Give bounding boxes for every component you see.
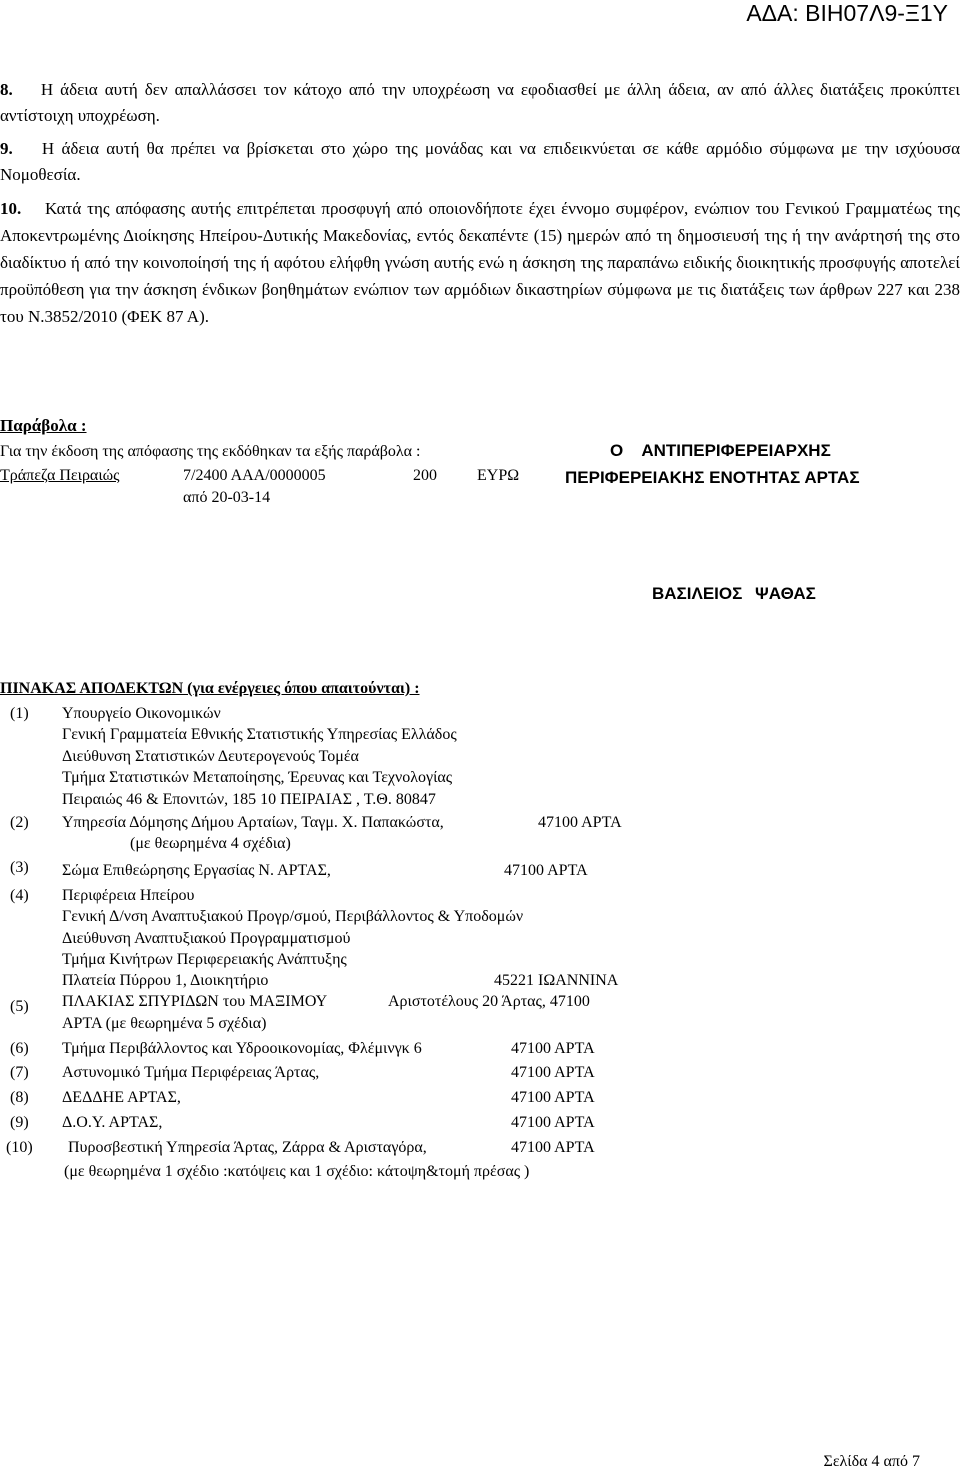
paragraph-8 bbox=[0, 77, 960, 129]
recipient-number: (8) bbox=[10, 1089, 29, 1106]
recipient-number: (5) bbox=[10, 998, 29, 1015]
recipient-line: (με θεωρημένα 1 σχέδιο :κατόψεις και 1 σχέδιο: κάτοψη&τομή πρέσας ) bbox=[64, 1163, 530, 1180]
recipient-number: (1) bbox=[10, 705, 29, 722]
recipient-line: Πειραιώς 46 & Επονιτών, 185 10 ΠΕΙΡΑΙΑΣ , Τ.Θ. 80847 bbox=[62, 791, 436, 808]
paragraph-text: Η άδεια αυτή θα πρέπει να βρίσκεται στο χώρο της μονάδας και να επιδεικνύεται σε κάθε αρμόδιο σύμφωνα με την ισχύουσα Νομοθεσία. bbox=[0, 139, 960, 184]
recipient-line: Υπηρεσία Δόμησης Δήμου Αρταίων, Ταγμ. Χ. Παπακώστα, bbox=[62, 814, 444, 831]
paragraph-number: 10. bbox=[0, 199, 22, 218]
recipient-city: 47100 ΑΡΤΑ bbox=[511, 1064, 595, 1081]
recipient-city: 45221 ΙΩΑΝΝΙΝΑ bbox=[494, 972, 619, 989]
recipient-line: Πυροσβεστική Υπηρεσία Άρτας, Ζάρρα & Αρισταγόρα, bbox=[68, 1139, 427, 1156]
recipient-number: (6) bbox=[10, 1040, 29, 1057]
recipients-heading: ΠΙΝΑΚΑΣ ΑΠΟΔΕΚΤΩΝ (για ενέργειες όπου απαιτούνται) : bbox=[0, 680, 420, 697]
fees-bank: Τράπεζα Πειραιώς bbox=[0, 467, 120, 484]
recipient-line: Γενική Δ/νση Αναπτυξιακού Προγρ/σμού, Περιβάλλοντος & Υποδομών bbox=[62, 908, 524, 925]
recipient-line: Σώμα Επιθεώρησης Εργασίας Ν. ΑΡΤΑΣ, bbox=[62, 862, 331, 879]
recipient-line: Τμήμα Στατιστικών Μεταποίησης, Έρευνας και Τεχνολογίας bbox=[62, 769, 453, 786]
fees-currency: ΕΥΡΩ bbox=[477, 467, 520, 484]
signature-title-line1: Ο ΑΝΤΙΠΕΡΙΦΕΡΕΙΑΡΧΗΣ bbox=[610, 441, 831, 460]
recipient-number: (10) bbox=[6, 1139, 33, 1156]
recipient-city: 47100 ΑΡΤΑ bbox=[511, 1114, 595, 1131]
recipient-line: Αστυνομικό Τμήμα Περιφέρειας Άρτας, bbox=[62, 1064, 320, 1081]
recipient-city: 47100 ΑΡΤΑ bbox=[511, 1139, 595, 1156]
recipient-line: (με θεωρημένα 4 σχέδια) bbox=[130, 835, 291, 852]
fees-date: από 20-03-14 bbox=[183, 489, 271, 506]
paragraph-9 bbox=[0, 136, 960, 188]
recipient-line: Πλατεία Πύρρου 1, Διοικητήριο bbox=[62, 972, 269, 989]
signature-title-line2: ΠΕΡΙΦΕΡΕΙΑΚΗΣ ΕΝΟΤΗΤΑΣ ΑΡΤΑΣ bbox=[565, 468, 860, 487]
recipient-number: (2) bbox=[10, 814, 29, 831]
recipient-city: 47100 ΑΡΤΑ bbox=[504, 862, 588, 879]
fees-code: 7/2400 ΑΑΑ/0000005 bbox=[183, 467, 326, 484]
recipient-line: ΔΕΔΔΗΕ ΑΡΤΑΣ, bbox=[62, 1089, 181, 1106]
recipient-number: (7) bbox=[10, 1064, 29, 1081]
recipient-line: Δ.Ο.Υ. ΑΡΤΑΣ, bbox=[62, 1114, 163, 1131]
page-number: Σελίδα 4 από 7 bbox=[823, 1453, 920, 1470]
recipient-number: (9) bbox=[10, 1114, 29, 1131]
paragraph-text: Η άδεια αυτή δεν απαλλάσσει τον κάτοχο από την υποχρέωση να εφοδιασθεί με άλλη άδεια, αν από άλλες διατάξεις προκύπτει αντίστοιχη υποχρέωση. bbox=[0, 80, 960, 125]
recipient-city: Αριστοτέλους 20 Άρτας, 47100 bbox=[388, 993, 590, 1010]
recipient-line: Διεύθυνση Αναπτυξιακού Προγραμματισμού bbox=[62, 930, 351, 947]
paragraph-number: 8. bbox=[0, 80, 13, 99]
recipient-line: Γενική Γραμματεία Εθνικής Στατιστικής Υπηρεσίας Ελλάδος bbox=[62, 726, 457, 743]
recipient-line: Τμήμα Περιβάλλοντος και Υδροοικονομίας, Φλέμινγκ 6 bbox=[62, 1040, 422, 1057]
paragraph-text: Κατά της απόφασης αυτής επιτρέπεται προσφυγή από οποιονδήποτε έχει έννομο συμφέρον, ενώπιον του Γενικού Γραμματέως της Αποκεντρωμένης Διοίκησης Ηπείρου-Δυτικής Μακεδονίας, εντός δεκαπέντε (15) ημερών από τη δημοσιευσή της ή την ανάρτησή της στο διαδίκτυο ή από την κοινοποίησή της ή αφότου ελήφθη γνώση αυτής ενώ η άσκηση της παραπάνω ειδικής διοικητικής προσφυγής αποτελεί προϋπόθεση για την άσκηση ένδικων βοηθημάτων ενώπιον των αρμόδιων δικαστηρίων σύμφωνα με τις διατάξεις των άρθρων 227 και 238 του Ν.3852/2010 (ΦΕΚ 87 Α). bbox=[0, 199, 960, 326]
paragraph-10 bbox=[0, 195, 960, 330]
recipient-line: ΑΡΤΑ (με θεωρημένα 5 σχέδια) bbox=[62, 1015, 267, 1032]
recipient-number: (4) bbox=[10, 887, 29, 904]
recipient-city: 47100 ΑΡΤΑ bbox=[511, 1089, 595, 1106]
paragraph-number: 9. bbox=[0, 139, 13, 158]
recipient-line: Διεύθυνση Στατιστικών Δευτερογενούς Τομέα bbox=[62, 748, 359, 765]
recipient-city: 47100 ΑΡΤΑ bbox=[511, 1040, 595, 1057]
recipient-number: (3) bbox=[10, 859, 29, 876]
fees-intro: Για την έκδοση της απόφασης της εκδόθηκαν τα εξής παράβολα : bbox=[0, 443, 421, 460]
recipient-line: Τμήμα Κινήτρων Περιφερειακής Ανάπτυξης bbox=[62, 951, 347, 968]
signature-name: ΒΑΣΙΛΕΙΟΣ ΨΑΘΑΣ bbox=[652, 584, 816, 603]
recipient-line: Υπουργείο Οικονομικών bbox=[62, 705, 221, 722]
recipient-city: 47100 ΑΡΤΑ bbox=[538, 814, 622, 831]
fees-amount: 200 bbox=[413, 467, 437, 484]
recipient-line: Περιφέρεια Ηπείρου bbox=[62, 887, 195, 904]
fees-heading: Παράβολα : bbox=[0, 416, 87, 435]
recipient-line: ΠΛΑΚΙΑΣ ΣΠΥΡΙΔΩΝ του ΜΑΞΙΜΟΥ bbox=[62, 993, 328, 1010]
ada-code: ΑΔΑ: ΒΙΗ07Λ9-Ξ1Υ bbox=[746, 0, 948, 26]
